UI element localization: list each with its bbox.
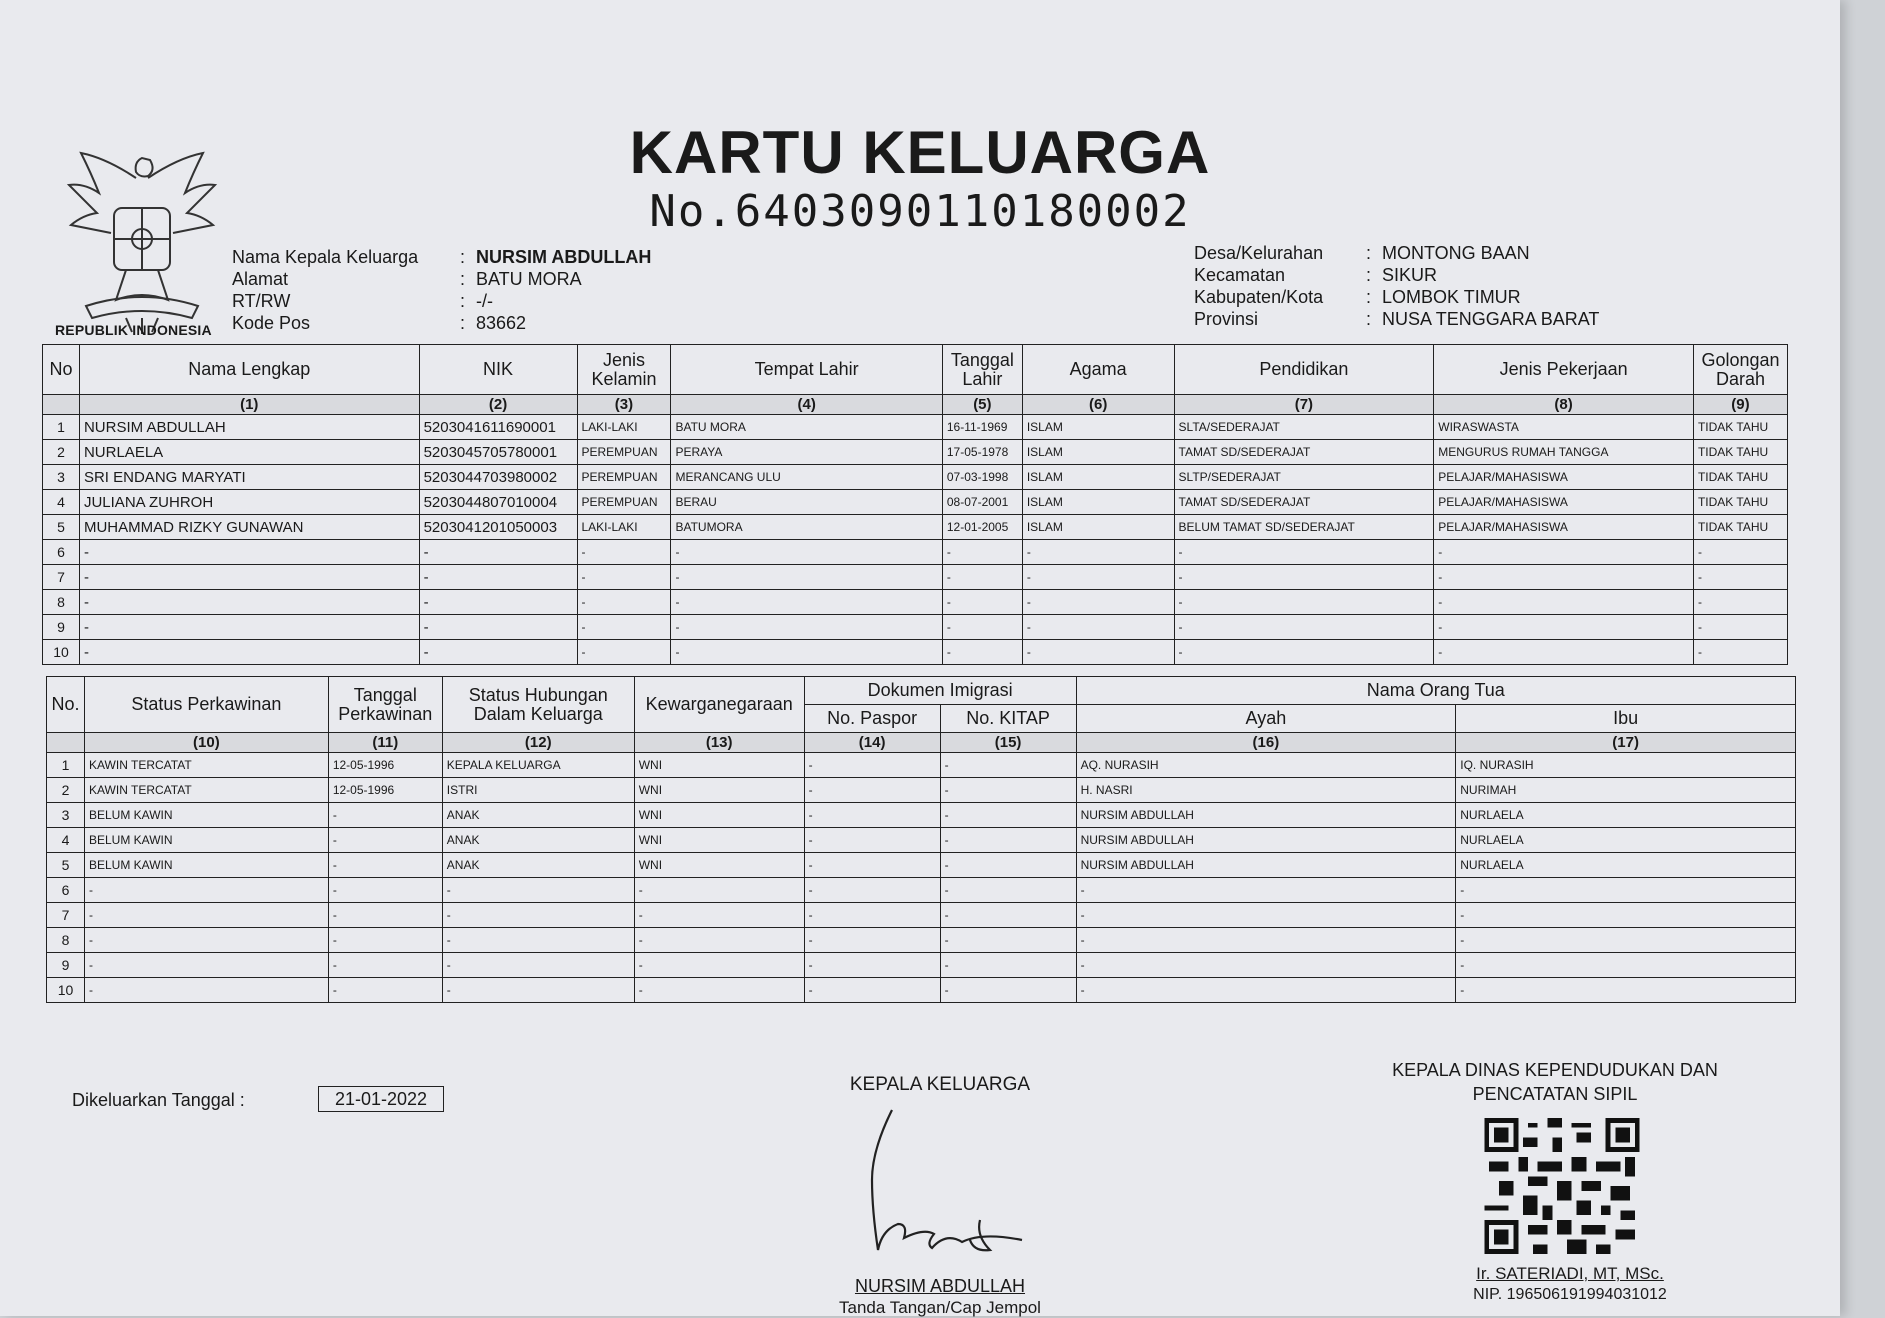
regency-value: LOMBOK TIMUR bbox=[1382, 287, 1521, 307]
column-header: Tempat Lahir bbox=[671, 345, 942, 395]
table-cell: SLTA/SEDERAJAT bbox=[1174, 415, 1434, 440]
family-members-body bbox=[43, 415, 1788, 665]
table-row bbox=[47, 928, 1796, 953]
rt-rw-value: -/- bbox=[476, 291, 493, 311]
table-row bbox=[43, 590, 1788, 615]
table-cell: - bbox=[1434, 615, 1694, 640]
table-cell: - bbox=[804, 878, 940, 903]
table-cell: - bbox=[419, 540, 577, 565]
table-row bbox=[43, 490, 1788, 515]
table-cell: SLTP/SEDERAJAT bbox=[1174, 465, 1434, 490]
table-cell: - bbox=[940, 878, 1076, 903]
column-header: No. Paspor bbox=[804, 705, 940, 733]
table-cell: NURLAELA bbox=[1456, 803, 1796, 828]
emblem-caption: REPUBLIK INDONESIA bbox=[55, 322, 212, 338]
table-cell: - bbox=[1022, 615, 1174, 640]
table-header-row bbox=[47, 677, 1796, 705]
table-cell: WIRASWASTA bbox=[1434, 415, 1694, 440]
column-header: Tanggal Perkawinan bbox=[328, 677, 442, 733]
table-cell: 5203041611690001 bbox=[419, 415, 577, 440]
table-cell: - bbox=[940, 753, 1076, 778]
table-cell: - bbox=[671, 590, 942, 615]
index-cell: (16) bbox=[1076, 733, 1456, 753]
header-label: Kecamatan bbox=[1194, 265, 1286, 285]
table-header-row bbox=[43, 345, 1788, 395]
table-cell: - bbox=[942, 540, 1022, 565]
index-cell: (7) bbox=[1174, 395, 1434, 415]
table-row bbox=[47, 753, 1796, 778]
index-cell: (17) bbox=[1456, 733, 1796, 753]
table-cell: - bbox=[84, 928, 328, 953]
family-members-table bbox=[42, 344, 1788, 665]
table-cell: PELAJAR/MAHASISWA bbox=[1434, 465, 1694, 490]
table-cell: H. NASRI bbox=[1076, 778, 1456, 803]
table-cell: - bbox=[577, 640, 671, 665]
table-cell: - bbox=[84, 953, 328, 978]
table-cell: - bbox=[1456, 878, 1796, 903]
index-cell: (9) bbox=[1693, 395, 1787, 415]
row-number-cell: 2 bbox=[43, 440, 80, 465]
table-cell: ISLAM bbox=[1022, 465, 1174, 490]
table-cell: BELUM KAWIN bbox=[84, 828, 328, 853]
head-of-family-value: NURSIM ABDULLAH bbox=[476, 247, 652, 267]
table-cell: - bbox=[79, 640, 419, 665]
row-number-cell: 1 bbox=[47, 753, 85, 778]
table-cell: - bbox=[1693, 565, 1787, 590]
table-cell: - bbox=[442, 953, 634, 978]
table-cell: - bbox=[1434, 590, 1694, 615]
column-header: Nama Orang Tua bbox=[1076, 677, 1795, 705]
table-cell: IQ. NURASIH bbox=[1456, 753, 1796, 778]
table-cell: - bbox=[804, 753, 940, 778]
table-cell: - bbox=[940, 953, 1076, 978]
row-number-cell: 6 bbox=[43, 540, 80, 565]
table-row bbox=[47, 828, 1796, 853]
column-header: No. KITAP bbox=[940, 705, 1076, 733]
district-value: SIKUR bbox=[1382, 265, 1438, 285]
table-cell: - bbox=[442, 928, 634, 953]
table-cell: - bbox=[1022, 565, 1174, 590]
row-number-cell: 5 bbox=[47, 853, 85, 878]
table-cell: 5203045705780001 bbox=[419, 440, 577, 465]
table-cell: - bbox=[634, 928, 804, 953]
column-header: Tanggal Lahir bbox=[942, 345, 1022, 395]
table-cell: - bbox=[671, 615, 942, 640]
table-cell: - bbox=[328, 928, 442, 953]
header-right-info: Desa/Kelurahan : MONTONG BAAN Kecamatan : SIKUR Kabupaten/Kota : LOMBOK TIMUR Provinsi : NUSA TENGGARA BARAT bbox=[1194, 243, 1600, 329]
table-cell: - bbox=[1693, 615, 1787, 640]
signature-icon bbox=[830, 1100, 1070, 1290]
table-cell: ISLAM bbox=[1022, 490, 1174, 515]
table-cell: - bbox=[804, 928, 940, 953]
address-value: BATU MORA bbox=[476, 269, 582, 289]
row-number-cell: 9 bbox=[43, 615, 80, 640]
table-cell: - bbox=[1076, 953, 1456, 978]
header-label: RT/RW bbox=[232, 291, 291, 311]
table-cell: SRI ENDANG MARYATI bbox=[79, 465, 419, 490]
row-number-cell: 5 bbox=[43, 515, 80, 540]
family-status-body bbox=[47, 753, 1796, 1003]
column-header: Pendidikan bbox=[1174, 345, 1434, 395]
table-row bbox=[47, 953, 1796, 978]
table-cell: AQ. NURASIH bbox=[1076, 753, 1456, 778]
head-of-family-name: NURSIM ABDULLAH bbox=[854, 1276, 1026, 1296]
table-cell: - bbox=[1693, 640, 1787, 665]
column-header: Status Perkawinan bbox=[84, 677, 328, 733]
table-row bbox=[47, 778, 1796, 803]
table-cell: TIDAK TAHU bbox=[1693, 490, 1787, 515]
table-cell: - bbox=[804, 953, 940, 978]
table-row bbox=[43, 515, 1788, 540]
header-left-info: Nama Kepala Keluarga : NURSIM ABDULLAH Alamat : BATU MORA RT/RW : -/- Kode Pos : 83662 bbox=[232, 247, 652, 333]
column-header: Agama bbox=[1022, 345, 1174, 395]
row-number-cell: 9 bbox=[47, 953, 85, 978]
table-cell: - bbox=[79, 540, 419, 565]
table-cell: NURLAELA bbox=[1456, 828, 1796, 853]
table-cell: - bbox=[671, 540, 942, 565]
table-cell: ISLAM bbox=[1022, 440, 1174, 465]
table-cell: - bbox=[79, 565, 419, 590]
column-header: Status Hubungan Dalam Keluarga bbox=[442, 677, 634, 733]
column-header: Dokumen Imigrasi bbox=[804, 677, 1076, 705]
table-cell: - bbox=[1693, 590, 1787, 615]
table-cell: - bbox=[940, 978, 1076, 1003]
table-cell: 17-05-1978 bbox=[942, 440, 1022, 465]
table-cell: 16-11-1969 bbox=[942, 415, 1022, 440]
table-cell: LAKI-LAKI bbox=[577, 415, 671, 440]
index-cell: (4) bbox=[671, 395, 942, 415]
table-cell: BATUMORA bbox=[671, 515, 942, 540]
row-number-cell: 3 bbox=[43, 465, 80, 490]
table-cell: - bbox=[577, 565, 671, 590]
table-cell: WNI bbox=[634, 753, 804, 778]
table-row bbox=[43, 415, 1788, 440]
table-cell: ISLAM bbox=[1022, 515, 1174, 540]
table-cell: PEREMPUAN bbox=[577, 465, 671, 490]
table-cell: BERAU bbox=[671, 490, 942, 515]
table-cell: PELAJAR/MAHASISWA bbox=[1434, 490, 1694, 515]
table-cell: - bbox=[1022, 590, 1174, 615]
table-cell: TAMAT SD/SEDERAJAT bbox=[1174, 490, 1434, 515]
table-cell: WNI bbox=[634, 853, 804, 878]
table-cell: - bbox=[940, 803, 1076, 828]
table-cell: - bbox=[1174, 565, 1434, 590]
table-cell: - bbox=[1022, 540, 1174, 565]
row-number-cell: 6 bbox=[47, 878, 85, 903]
table-cell: - bbox=[942, 565, 1022, 590]
table-cell: NURLAELA bbox=[79, 440, 419, 465]
table-row bbox=[47, 903, 1796, 928]
table-cell: - bbox=[671, 565, 942, 590]
table-cell: - bbox=[942, 590, 1022, 615]
table-cell: - bbox=[634, 953, 804, 978]
row-number-cell: 7 bbox=[47, 903, 85, 928]
table-cell: TIDAK TAHU bbox=[1693, 440, 1787, 465]
family-card-number: No.6403090110180002 bbox=[649, 186, 1191, 237]
index-cell: (15) bbox=[940, 733, 1076, 753]
table-cell: - bbox=[1456, 903, 1796, 928]
table-cell: - bbox=[1174, 640, 1434, 665]
table-cell: BELUM TAMAT SD/SEDERAJAT bbox=[1174, 515, 1434, 540]
header-label: Nama Kepala Keluarga bbox=[232, 247, 419, 267]
index-cell bbox=[47, 733, 85, 753]
table-cell: - bbox=[419, 615, 577, 640]
table-cell: - bbox=[1076, 878, 1456, 903]
family-status-table bbox=[46, 676, 1796, 1003]
table-row bbox=[43, 540, 1788, 565]
table-cell: - bbox=[1174, 590, 1434, 615]
column-header: Golongan Darah bbox=[1693, 345, 1787, 395]
table-cell: WNI bbox=[634, 828, 804, 853]
table-cell: ANAK bbox=[442, 828, 634, 853]
index-cell: (3) bbox=[577, 395, 671, 415]
index-cell: (8) bbox=[1434, 395, 1694, 415]
signature-note: Tanda Tangan/Cap Jempol bbox=[839, 1298, 1041, 1317]
table-cell: - bbox=[79, 615, 419, 640]
table-cell: NURIMAH bbox=[1456, 778, 1796, 803]
index-cell: (5) bbox=[942, 395, 1022, 415]
table-cell: 5203044703980002 bbox=[419, 465, 577, 490]
table-cell: 5203041201050003 bbox=[419, 515, 577, 540]
table-cell: MUHAMMAD RIZKY GUNAWAN bbox=[79, 515, 419, 540]
table-row bbox=[47, 803, 1796, 828]
table-row bbox=[47, 978, 1796, 1003]
table-cell: - bbox=[942, 615, 1022, 640]
table-cell: - bbox=[419, 565, 577, 590]
header-label: Alamat bbox=[232, 269, 289, 289]
postal-code-value: 83662 bbox=[476, 313, 527, 333]
table-cell: - bbox=[328, 903, 442, 928]
table-cell: KAWIN TERCATAT bbox=[84, 778, 328, 803]
table-cell: - bbox=[442, 903, 634, 928]
table-cell: - bbox=[419, 590, 577, 615]
table-cell: TIDAK TAHU bbox=[1693, 415, 1787, 440]
table-cell: - bbox=[577, 590, 671, 615]
table-row bbox=[47, 878, 1796, 903]
table-cell: - bbox=[804, 903, 940, 928]
table-cell: - bbox=[328, 953, 442, 978]
table-cell: - bbox=[84, 978, 328, 1003]
table-cell: - bbox=[1076, 978, 1456, 1003]
table-row bbox=[43, 615, 1788, 640]
table-cell: TIDAK TAHU bbox=[1693, 465, 1787, 490]
table-cell: - bbox=[419, 640, 577, 665]
row-number-cell: 1 bbox=[43, 415, 80, 440]
table-cell: ANAK bbox=[442, 803, 634, 828]
index-row bbox=[47, 733, 1796, 753]
table-cell: - bbox=[940, 778, 1076, 803]
table-cell: JULIANA ZUHROH bbox=[79, 490, 419, 515]
index-cell: (1) bbox=[79, 395, 419, 415]
table-cell: - bbox=[1076, 903, 1456, 928]
table-cell: - bbox=[671, 640, 942, 665]
table-cell: KAWIN TERCATAT bbox=[84, 753, 328, 778]
column-header: Ibu bbox=[1456, 705, 1796, 733]
table-cell: - bbox=[940, 903, 1076, 928]
table-cell: - bbox=[940, 928, 1076, 953]
table-cell: - bbox=[1456, 978, 1796, 1003]
table-cell: - bbox=[804, 978, 940, 1003]
table-cell: 08-07-2001 bbox=[942, 490, 1022, 515]
table-cell: NURLAELA bbox=[1456, 853, 1796, 878]
table-cell: - bbox=[1456, 928, 1796, 953]
column-header: No bbox=[43, 345, 80, 395]
table-cell: 12-05-1996 bbox=[328, 778, 442, 803]
table-cell: - bbox=[634, 903, 804, 928]
table-cell: BELUM KAWIN bbox=[84, 803, 328, 828]
official-title: KEPALA DINAS KEPENDUDUKAN DAN PENCATATAN SIPIL bbox=[1392, 1060, 1718, 1104]
table-row bbox=[47, 853, 1796, 878]
table-row bbox=[43, 465, 1788, 490]
table-cell: - bbox=[328, 978, 442, 1003]
row-number-cell: 2 bbox=[47, 778, 85, 803]
issued-date-label: Dikeluarkan Tanggal : bbox=[72, 1090, 245, 1110]
row-number-cell: 4 bbox=[43, 490, 80, 515]
table-cell: - bbox=[804, 803, 940, 828]
index-cell: (14) bbox=[804, 733, 940, 753]
table-cell: - bbox=[1174, 540, 1434, 565]
table-cell: WNI bbox=[634, 803, 804, 828]
table-cell: MERANCANG ULU bbox=[671, 465, 942, 490]
table-cell: - bbox=[442, 978, 634, 1003]
row-number-cell: 8 bbox=[43, 590, 80, 615]
row-number-cell: 10 bbox=[43, 640, 80, 665]
table-cell: 12-05-1996 bbox=[328, 753, 442, 778]
table-row bbox=[43, 440, 1788, 465]
table-cell: - bbox=[804, 778, 940, 803]
column-header: NIK bbox=[419, 345, 577, 395]
column-header: Jenis Kelamin bbox=[577, 345, 671, 395]
head-of-family-title: KEPALA KELUARGA bbox=[849, 1074, 1031, 1095]
village-value: MONTONG BAAN bbox=[1382, 243, 1530, 263]
table-row bbox=[43, 565, 1788, 590]
column-header: Nama Lengkap bbox=[79, 345, 419, 395]
table-cell: TIDAK TAHU bbox=[1693, 515, 1787, 540]
table-cell: NURSIM ABDULLAH bbox=[1076, 803, 1456, 828]
table-cell: NURSIM ABDULLAH bbox=[79, 415, 419, 440]
table-cell: ISLAM bbox=[1022, 415, 1174, 440]
table-cell: MENGURUS RUMAH TANGGA bbox=[1434, 440, 1694, 465]
table-cell: - bbox=[1174, 615, 1434, 640]
table-cell: - bbox=[442, 878, 634, 903]
table-cell: BELUM KAWIN bbox=[84, 853, 328, 878]
table-cell: - bbox=[328, 853, 442, 878]
table-cell: 12-01-2005 bbox=[942, 515, 1022, 540]
table-cell: - bbox=[328, 828, 442, 853]
table-cell: - bbox=[1076, 928, 1456, 953]
table-cell: TAMAT SD/SEDERAJAT bbox=[1174, 440, 1434, 465]
table-cell: 07-03-1998 bbox=[942, 465, 1022, 490]
table-cell: - bbox=[1434, 565, 1694, 590]
index-row bbox=[43, 395, 1788, 415]
header-label: Kabupaten/Kota bbox=[1194, 287, 1324, 307]
table-cell: ISTRI bbox=[442, 778, 634, 803]
table-cell: - bbox=[328, 803, 442, 828]
index-cell: (11) bbox=[328, 733, 442, 753]
index-cell: (2) bbox=[419, 395, 577, 415]
table-cell: - bbox=[84, 903, 328, 928]
issued-date-value: 21-01-2022 bbox=[318, 1086, 444, 1112]
row-number-cell: 3 bbox=[47, 803, 85, 828]
table-cell: - bbox=[1022, 640, 1174, 665]
table-cell: LAKI-LAKI bbox=[577, 515, 671, 540]
table-cell: NURSIM ABDULLAH bbox=[1076, 828, 1456, 853]
index-cell: (6) bbox=[1022, 395, 1174, 415]
header-label: Desa/Kelurahan bbox=[1194, 243, 1324, 263]
table-cell: PEREMPUAN bbox=[577, 490, 671, 515]
table-cell: - bbox=[1434, 540, 1694, 565]
table-cell: - bbox=[940, 828, 1076, 853]
table-cell: 5203044807010004 bbox=[419, 490, 577, 515]
table-cell: PELAJAR/MAHASISWA bbox=[1434, 515, 1694, 540]
table-row bbox=[43, 640, 1788, 665]
province-value: NUSA TENGGARA BARAT bbox=[1382, 309, 1600, 329]
table-cell: - bbox=[1693, 540, 1787, 565]
table-cell: - bbox=[1456, 953, 1796, 978]
row-number-cell: 8 bbox=[47, 928, 85, 953]
table-cell: - bbox=[942, 640, 1022, 665]
table-cell: - bbox=[940, 853, 1076, 878]
table-cell: - bbox=[804, 828, 940, 853]
table-cell: BATU MORA bbox=[671, 415, 942, 440]
column-header: Ayah bbox=[1076, 705, 1456, 733]
column-header: Jenis Pekerjaan bbox=[1434, 345, 1694, 395]
table-cell: - bbox=[634, 978, 804, 1003]
table-cell: PEREMPUAN bbox=[577, 440, 671, 465]
index-cell: (13) bbox=[634, 733, 804, 753]
table-cell: KEPALA KELUARGA bbox=[442, 753, 634, 778]
row-number-cell: 4 bbox=[47, 828, 85, 853]
official-nip: NIP. 196506191994031012 bbox=[1473, 1286, 1667, 1303]
qr-code-icon bbox=[1482, 1118, 1642, 1254]
table-cell: PERAYA bbox=[671, 440, 942, 465]
table-cell: - bbox=[1434, 640, 1694, 665]
official-name: Ir. SATERIADI, MT, MSc. bbox=[1476, 1264, 1664, 1283]
table-cell: - bbox=[804, 853, 940, 878]
column-header: Kewarganegaraan bbox=[634, 677, 804, 733]
document-title: KARTU KELUARGA bbox=[629, 119, 1211, 186]
index-cell: (12) bbox=[442, 733, 634, 753]
header-label: Provinsi bbox=[1194, 309, 1259, 329]
table-cell: - bbox=[577, 615, 671, 640]
index-cell: (10) bbox=[84, 733, 328, 753]
table-cell: WNI bbox=[634, 778, 804, 803]
row-number-cell: 10 bbox=[47, 978, 85, 1003]
column-header: No. bbox=[47, 677, 85, 733]
table-cell: - bbox=[79, 590, 419, 615]
table-cell: - bbox=[634, 878, 804, 903]
row-number-cell: 7 bbox=[43, 565, 80, 590]
header-label: Kode Pos bbox=[232, 313, 311, 333]
index-cell bbox=[43, 395, 80, 415]
table-cell: - bbox=[577, 540, 671, 565]
table-cell: - bbox=[328, 878, 442, 903]
table-cell: NURSIM ABDULLAH bbox=[1076, 853, 1456, 878]
table-cell: ANAK bbox=[442, 853, 634, 878]
table-cell: - bbox=[84, 878, 328, 903]
